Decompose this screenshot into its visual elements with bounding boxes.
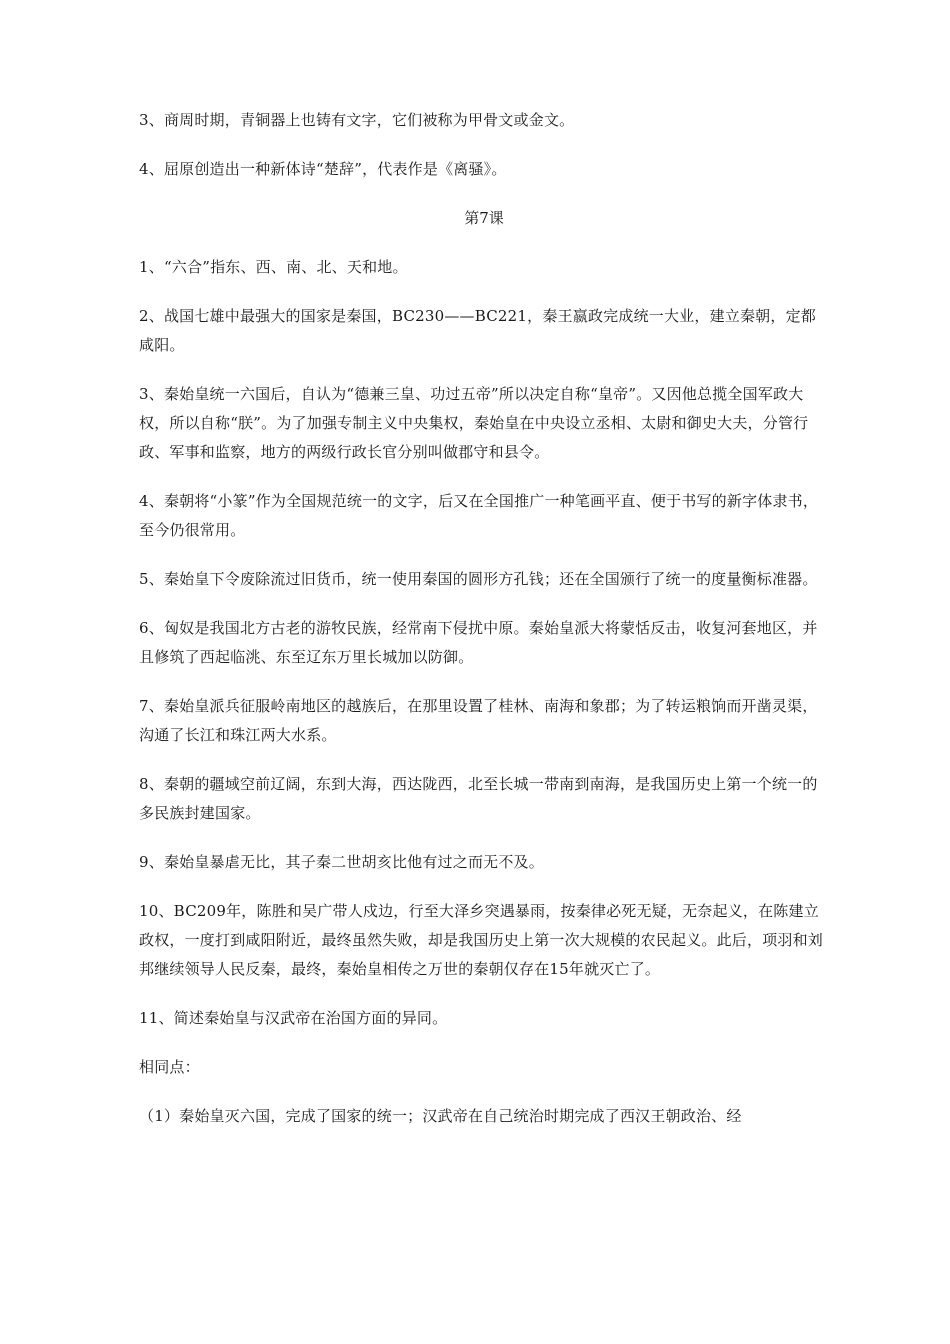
section-label: 相同点： — [139, 1058, 200, 1076]
paragraph-item: 5、秦始皇下令废除流过旧货币，统一使用秦国的圆形方孔钱；还在全国颁行了统一的度量衡标准器。 — [139, 570, 818, 588]
lesson-heading: 第7课 — [464, 209, 504, 227]
paragraph-item: 1、“六合”指东、西、南、北、天和地。 — [139, 258, 408, 276]
paragraph-item-3: 3、商周时期，青铜器上也铸有文字，它们被称为甲骨文或金文。 — [139, 111, 575, 129]
document-body — [139, 106, 829, 1151]
paragraph-item: 7、秦始皇派兵征服岭南地区的越族后，在那里设置了桂林、南海和象郡；为了转运粮饷而开凿灵渠，沟通了长江和珠江两大水系。 — [139, 697, 818, 744]
paragraph-item: 10、BC209年，陈胜和吴广带人戍边，行至大泽乡突遇暴雨，按秦律必死无疑，无奈起义，在陈建立政权，一度打到咸阳附近，最终虽然失败，却是我国历史上第一次大规模的农民起义。此后，项羽和刘邦继续领导人民反秦，最终，秦始皇相传之万世的秦朝仅存在15年就灭亡了。 — [139, 902, 824, 978]
paragraph-item: 2、战国七雄中最强大的国家是秦国，BC230——BC221，秦王嬴政完成统一大业，建立秦朝，定都咸阳。 — [139, 307, 816, 354]
paragraph-item-4: 4、屈原创造出一种新体诗“楚辞”，代表作是《离骚》。 — [139, 160, 507, 178]
paragraph-item: 9、秦始皇暴虐无比，其子秦二世胡亥比他有过之而无不及。 — [139, 853, 544, 871]
paragraph-item: 3、秦始皇统一六国后，自认为“德兼三皇、功过五帝”所以决定自称“皇帝”。又因他总揽全国军政大权，所以自称“朕”。为了加强专制主义中央集权，秦始皇在中央设立丞相、太尉和御史大夫，分管行政、军事和监察，地方的两级行政长官分别叫做郡守和县令。 — [139, 385, 809, 461]
paragraph-item: 4、秦朝将“小篆”作为全国规范统一的文字，后又在全国推广一种笔画平直、便于书写的新字体隶书，至今仍很常用。 — [139, 492, 819, 539]
paragraph-item: 8、秦朝的疆域空前辽阔，东到大海，西达陇西，北至长城一带南到南海，是我国历史上第一个统一的多民族封建国家。 — [139, 775, 818, 822]
paragraph-item: 6、匈奴是我国北方古老的游牧民族，经常南下侵扰中原。秦始皇派大将蒙恬反击，收复河套地区，并且修筑了西起临洮、东至辽东万里长城加以防御。 — [139, 619, 818, 666]
answer-item: （1）秦始皇灭六国，完成了国家的统一；汉武帝在自己统治时期完成了西汉王朝政治、经 — [139, 1107, 742, 1125]
question-item: 11、简述秦始皇与汉武帝在治国方面的异同。 — [139, 1009, 448, 1027]
